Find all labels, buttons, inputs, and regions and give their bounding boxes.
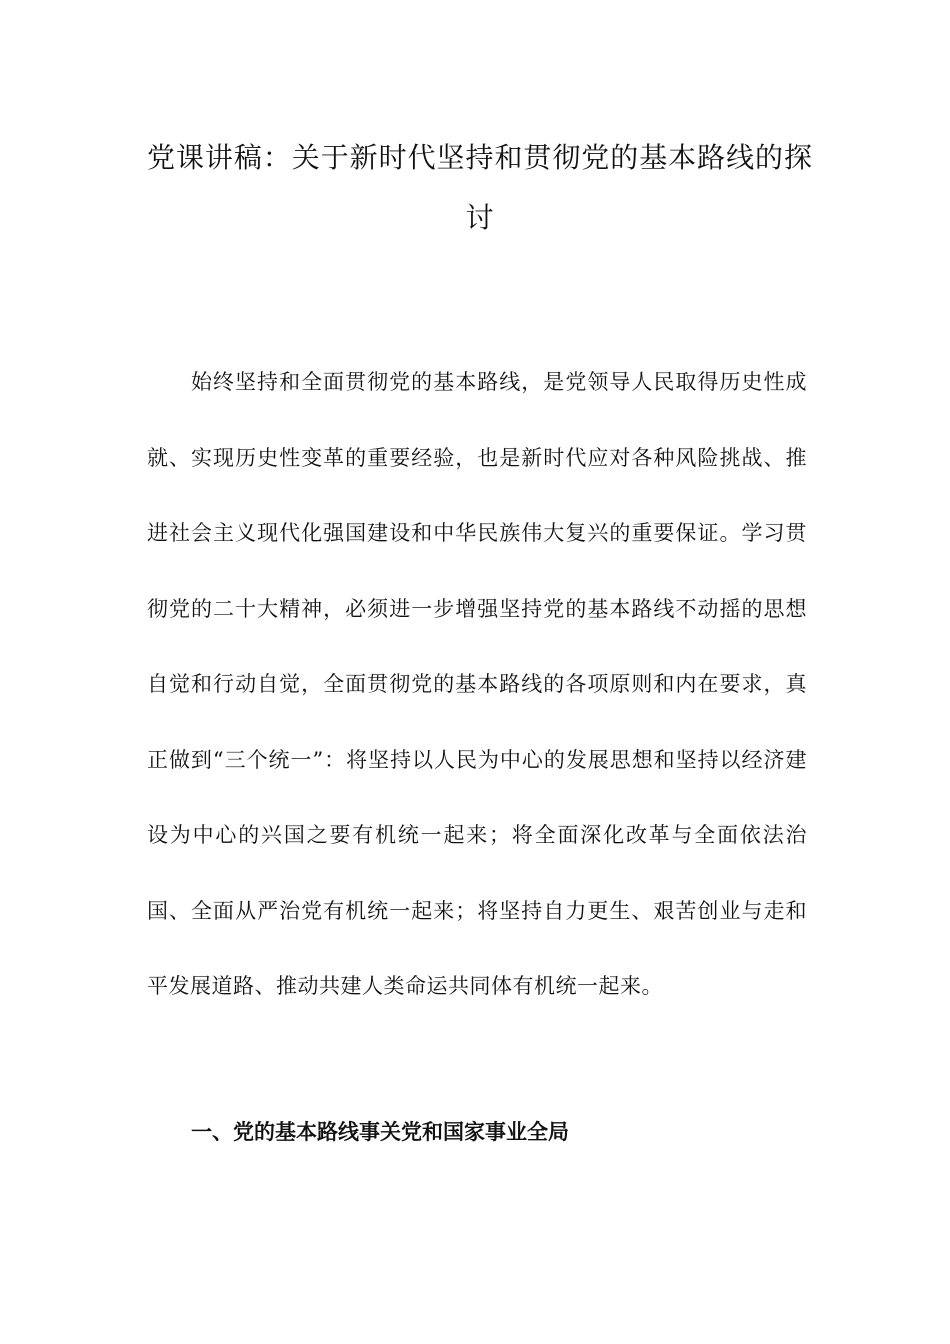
section-heading: 一、党的基本路线事关党和国家事业全局 — [191, 1119, 569, 1144]
document-title: 党课讲稿：关于新时代坚持和贯彻党的基本路线的探讨 — [147, 141, 812, 234]
body-paragraph: 始终坚持和全面贯彻党的基本路线，是党领导人民取得历史性成就、实现历史性变革的重要经验，也是新时代应对各种风险挑战、推进社会主义现代化强国建设和中华民族伟大复兴的重要保证。学习贯彻党的二十大精神，必须进一步增强坚持党的基本路线不动摇的思想自觉和行动自觉，全面贯彻党的基本路线的各项原则和内在要求，真正做到“三个统一”：将坚持以人民为中心的发展思想和坚持以经济建设为中心的兴国之要有机统一起来；将全面深化改革与全面依法治国、全面从严治党有机统一起来；将坚持自力更生、艰苦创业与走和平发展道路、推动共建人类命运共同体有机统一起来。 — [147, 370, 807, 998]
